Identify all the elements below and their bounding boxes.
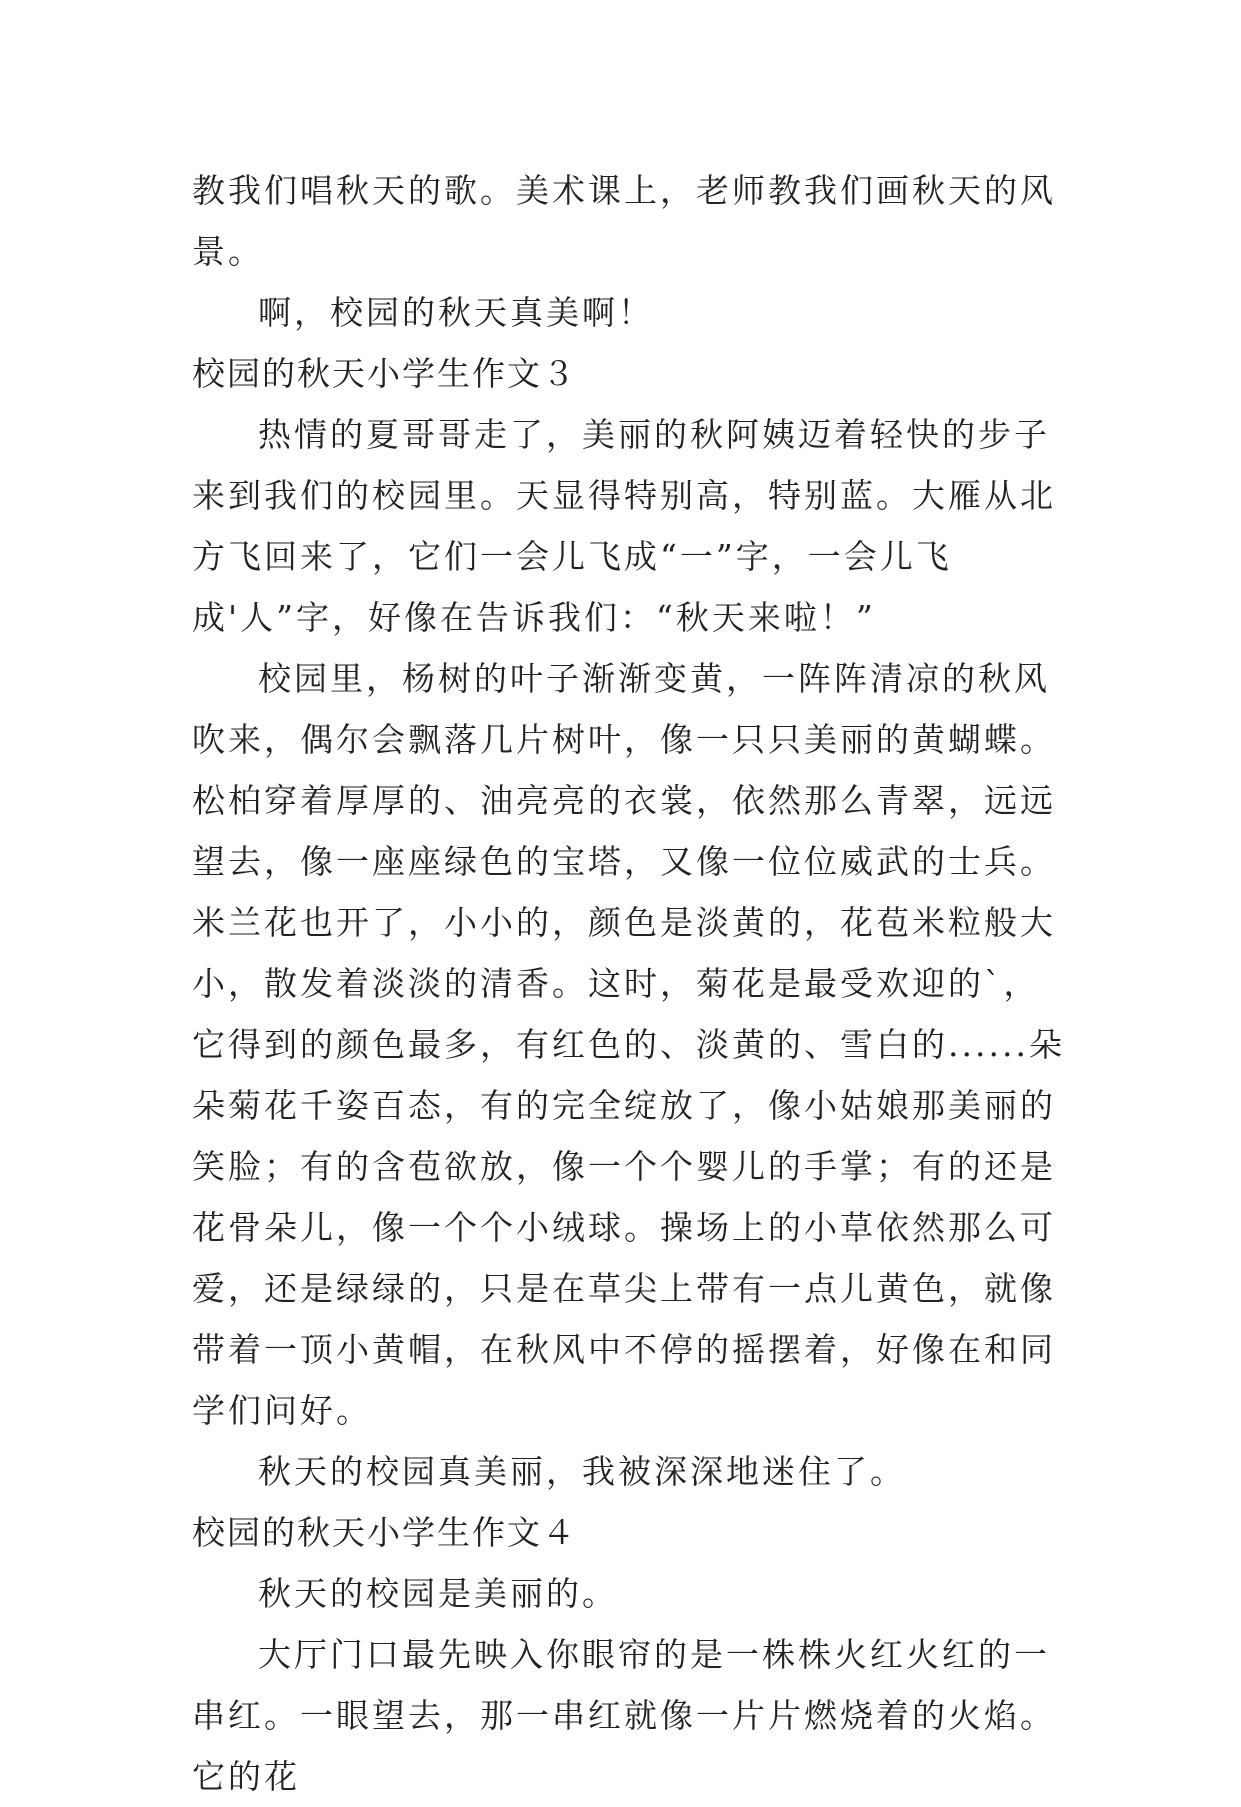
paragraph: 秋天的校园是美丽的。 bbox=[258, 1574, 618, 1613]
paragraph: 大厅门口最先映入你眼帘的是一株株火红火红的一串红。一眼望去，那一串红就像一片片燃烧着的火焰。它的花 bbox=[192, 1635, 1056, 1796]
paragraph: 热情的夏哥哥走了，美丽的秋阿姨迈着轻快的步子来到我们的校园里。天显得特别高，特别蓝。大雁从北方飞回来了，它们一会儿飞成“一”字，一会儿飞成'人”字，好像在告诉我们：“秋天来啦！” bbox=[192, 415, 1056, 637]
section-heading: 校园的秋天小学生作文４ bbox=[192, 1513, 577, 1552]
document-body bbox=[192, 160, 1072, 1807]
section-heading: 校园的秋天小学生作文３ bbox=[192, 354, 577, 393]
paragraph: 啊，校园的秋天真美啊！ bbox=[258, 293, 654, 332]
paragraph: 秋天的校园真美丽，我被深深地迷住了。 bbox=[258, 1452, 906, 1491]
paragraph: 校园里，杨树的叶子渐渐变黄，一阵阵清凉的秋风吹来，偶尔会飘落几片树叶，像一只只美丽的黄蝴蝶。松柏穿着厚厚的、油亮亮的衣裳，依然那么青翠，远远望去，像一座座绿色的宝塔，又像一位位威武的士兵。米兰花也开了，小小的，颜色是淡黄的，花苞米粒般大小，散发着淡淡的清香。这时，菊花是最受欢迎的`，它得到的颜色最多，有红色的、淡黄的、雪白的......朵朵菊花千姿百态，有的完全绽放了，像小姑娘那美丽的笑脸；有的含苞欲放，像一个个婴儿的手掌；有的还是花骨朵儿，像一个个小绒球。操场上的小草依然那么可爱，还是绿绿的，只是在草尖上带有一点儿黄色，就像带着一顶小黄帽，在秋风中不停的摇摆着，好像在和同学们问好。 bbox=[192, 659, 1065, 1430]
paragraph: 教我们唱秋天的歌。美术课上，老师教我们画秋天的风景。 bbox=[192, 171, 1056, 271]
